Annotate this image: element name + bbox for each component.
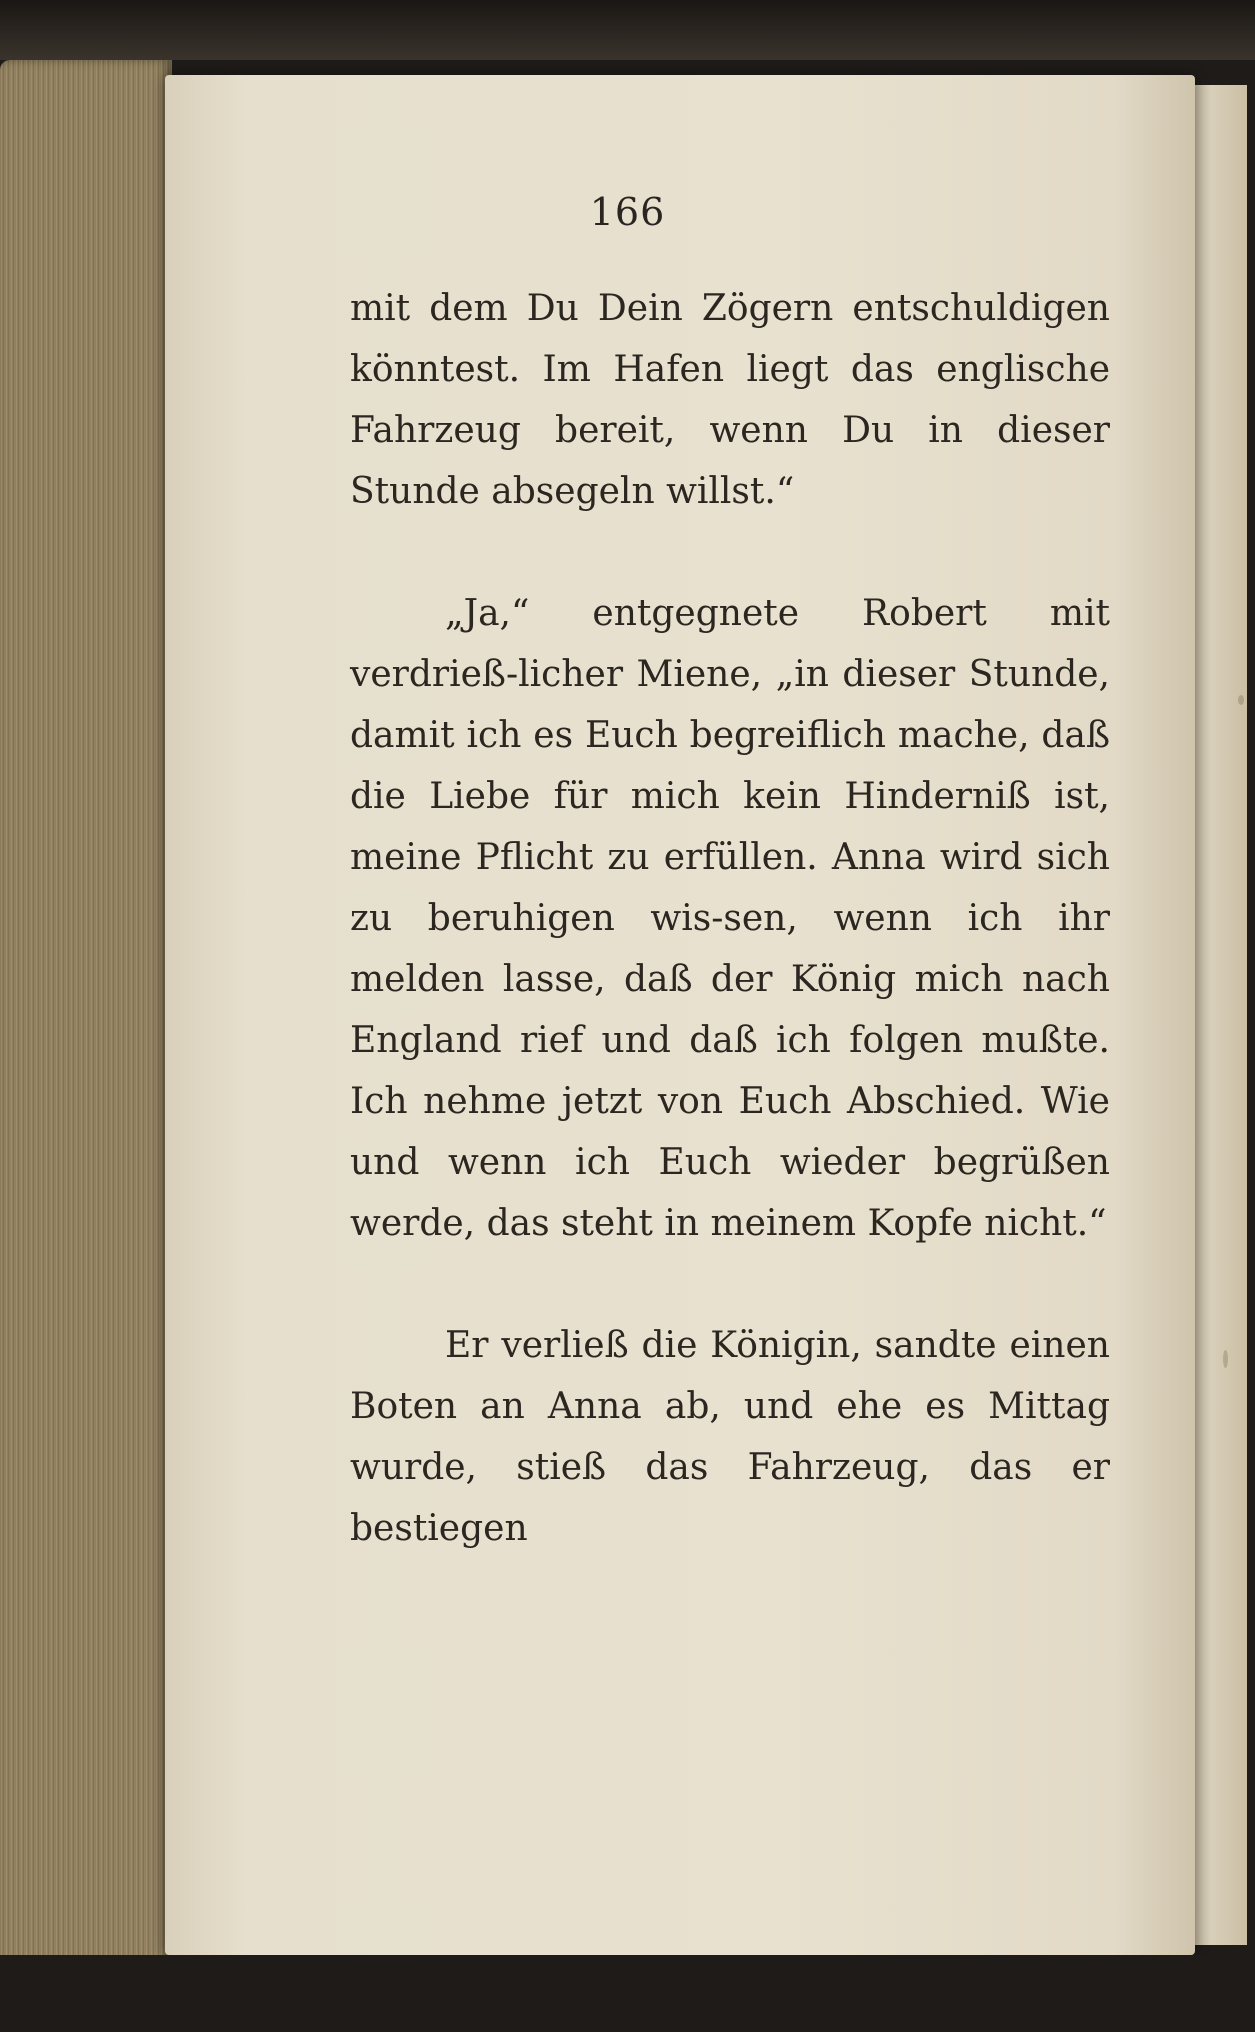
body-text	[350, 278, 1110, 1559]
paper-stain	[1238, 695, 1244, 705]
paragraph: „Ja,“ entgegnete Robert mit verdrieß-licher Miene, „in dieser Stunde, damit ich es Euch begreiflich mache, daß die Liebe für mich kein Hinderniß ist, meine Pflicht zu erfüllen. Anna wird sich zu beruhigen wis-sen, wenn ich ihr melden lasse, daß der König mich nach England rief und daß ich folgen mußte. Ich nehme jetzt von Euch Abschied. Wie und wenn ich Euch wieder begrüßen werde, das steht in meinem Kopfe nicht.“	[350, 593, 1110, 1244]
page-number: 166	[589, 190, 666, 234]
paper-stain	[1223, 1350, 1228, 1368]
paragraph: mit dem Du Dein Zögern entschuldigen könntest. Im Hafen liegt das englische Fahrzeug bereit, wenn Du in dieser Stunde absegeln willst.“	[350, 288, 1110, 512]
scanner-bottom-edge	[0, 1955, 1255, 2032]
book-page-edges	[0, 60, 172, 1980]
scanner-top-edge	[0, 0, 1255, 60]
paragraph: Er verließ die Königin, sandte einen Boten an Anna ab, und ehe es Mittag wurde, stieß das Fahrzeug, das er bestiegen	[350, 1325, 1110, 1549]
